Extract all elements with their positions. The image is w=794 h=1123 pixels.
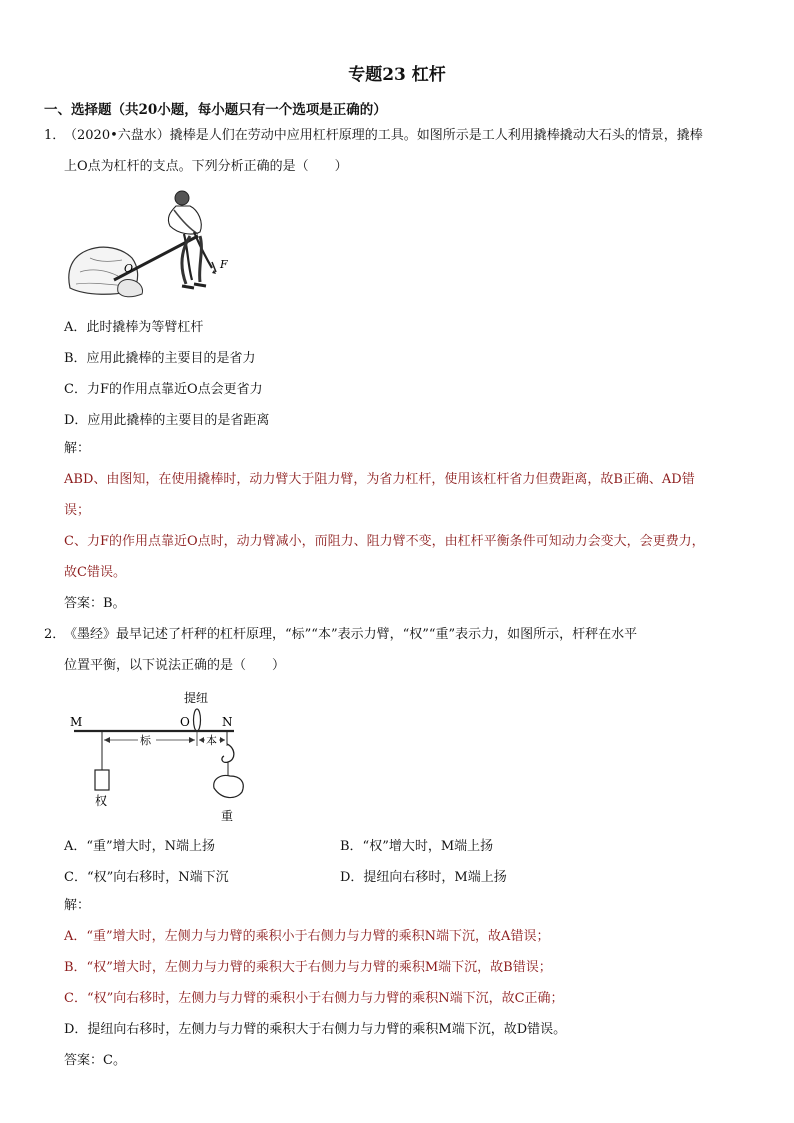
q2-solution-b: B．“权”增大时，左侧力与力臂的乘积大于右侧力与力臂的乘积M端下沉，故B错误； [64, 960, 552, 975]
q2-number: 2． [44, 627, 66, 642]
handle-loop [194, 709, 201, 731]
steelyard-figure [64, 684, 254, 826]
q1-option-c: C．力F的作用点靠近O点会更省力 [64, 382, 263, 397]
ben-label: 本 [206, 734, 217, 747]
hook [222, 744, 234, 762]
q1-answer: 答案：B。 [64, 596, 126, 611]
q2-answer: 答案：C。 [64, 1053, 126, 1068]
q2-solution-label: 解： [64, 898, 91, 913]
section-heading: 一、选择题（共20小题，每小题只有一个选项是正确的） [44, 102, 387, 118]
q2-option-c: C．“权”向右移时，N端下沉 [64, 870, 229, 885]
q2-option-d: D．提纽向右移时，M端上扬 [340, 870, 507, 885]
crowbar-figure [66, 188, 246, 300]
load-object [214, 776, 244, 798]
q1-solution-label: 解： [64, 441, 91, 456]
q1-stem-line2: 上O点为杠杆的支点。下列分析正确的是（ ） [64, 159, 348, 174]
q1-solution-line4: 故C错误。 [64, 565, 126, 580]
q2-option-a: A．“重”增大时，N端上扬 [64, 839, 216, 854]
biao-label: 标 [140, 734, 151, 747]
page-title: 专题23 杠杆 [348, 65, 446, 85]
q1-solution-line2: 误； [64, 503, 91, 518]
q2-stem-line1: 《墨经》最早记述了杆秤的杠杆原理，“标”“本”表示力臂，“权”“重”表示力，如图所示，杆秤在水平 [64, 627, 638, 642]
q2-stem-line2: 位置平衡，以下说法正确的是（ ） [64, 658, 286, 673]
q1-option-a: A．此时撬棒为等臂杠杆 [64, 320, 204, 335]
n-end-label: N [222, 715, 233, 729]
quan-label: 权 [95, 794, 108, 808]
q1-option-b: B．应用此撬棒的主要目的是省力 [64, 351, 256, 366]
force-label: F [220, 258, 228, 271]
q1-stem-line1: （2020•六盘水）撬棒是人们在劳动中应用杠杆原理的工具。如图所示是工人利用撬棒撬动大石头的情景，撬棒 [64, 128, 703, 143]
zhong-label: 重 [221, 809, 234, 823]
q2-option-b: B．“权”增大时，M端上扬 [340, 839, 494, 854]
pivot-label: O [124, 262, 134, 275]
q2-solution-a: A．“重”增大时，左侧力与力臂的乘积小于右侧力与力臂的乘积N端下沉，故A错误； [64, 929, 550, 944]
o-label: O [180, 715, 190, 729]
counterweight [95, 770, 109, 790]
m-end-label: M [70, 715, 83, 729]
q1-solution-line1: ABD、由图知，在使用撬棒时，动力臂大于阻力臂，为省力杠杆，使用该杠杆省力但费距离，故B正确、AD错 [64, 472, 695, 487]
q2-solution-d: D．提纽向右移时，左侧力与力臂的乘积大于右侧力与力臂的乘积M端下沉，故D错误。 [64, 1022, 567, 1037]
q2-solution-c: C．“权”向右移时，左侧力与力臂的乘积小于右侧力与力臂的乘积N端下沉，故C正确； [64, 991, 564, 1006]
q1-number: 1． [44, 128, 66, 143]
q1-solution-line3: C、力F的作用点靠近O点时，动力臂减小，而阻力、阻力臂不变，由杠杆平衡条件可知动力会变大，会更费力， [64, 534, 705, 549]
q1-option-d: D．应用此撬棒的主要目的是省距离 [64, 413, 270, 428]
handle-label: 提纽 [184, 691, 209, 705]
